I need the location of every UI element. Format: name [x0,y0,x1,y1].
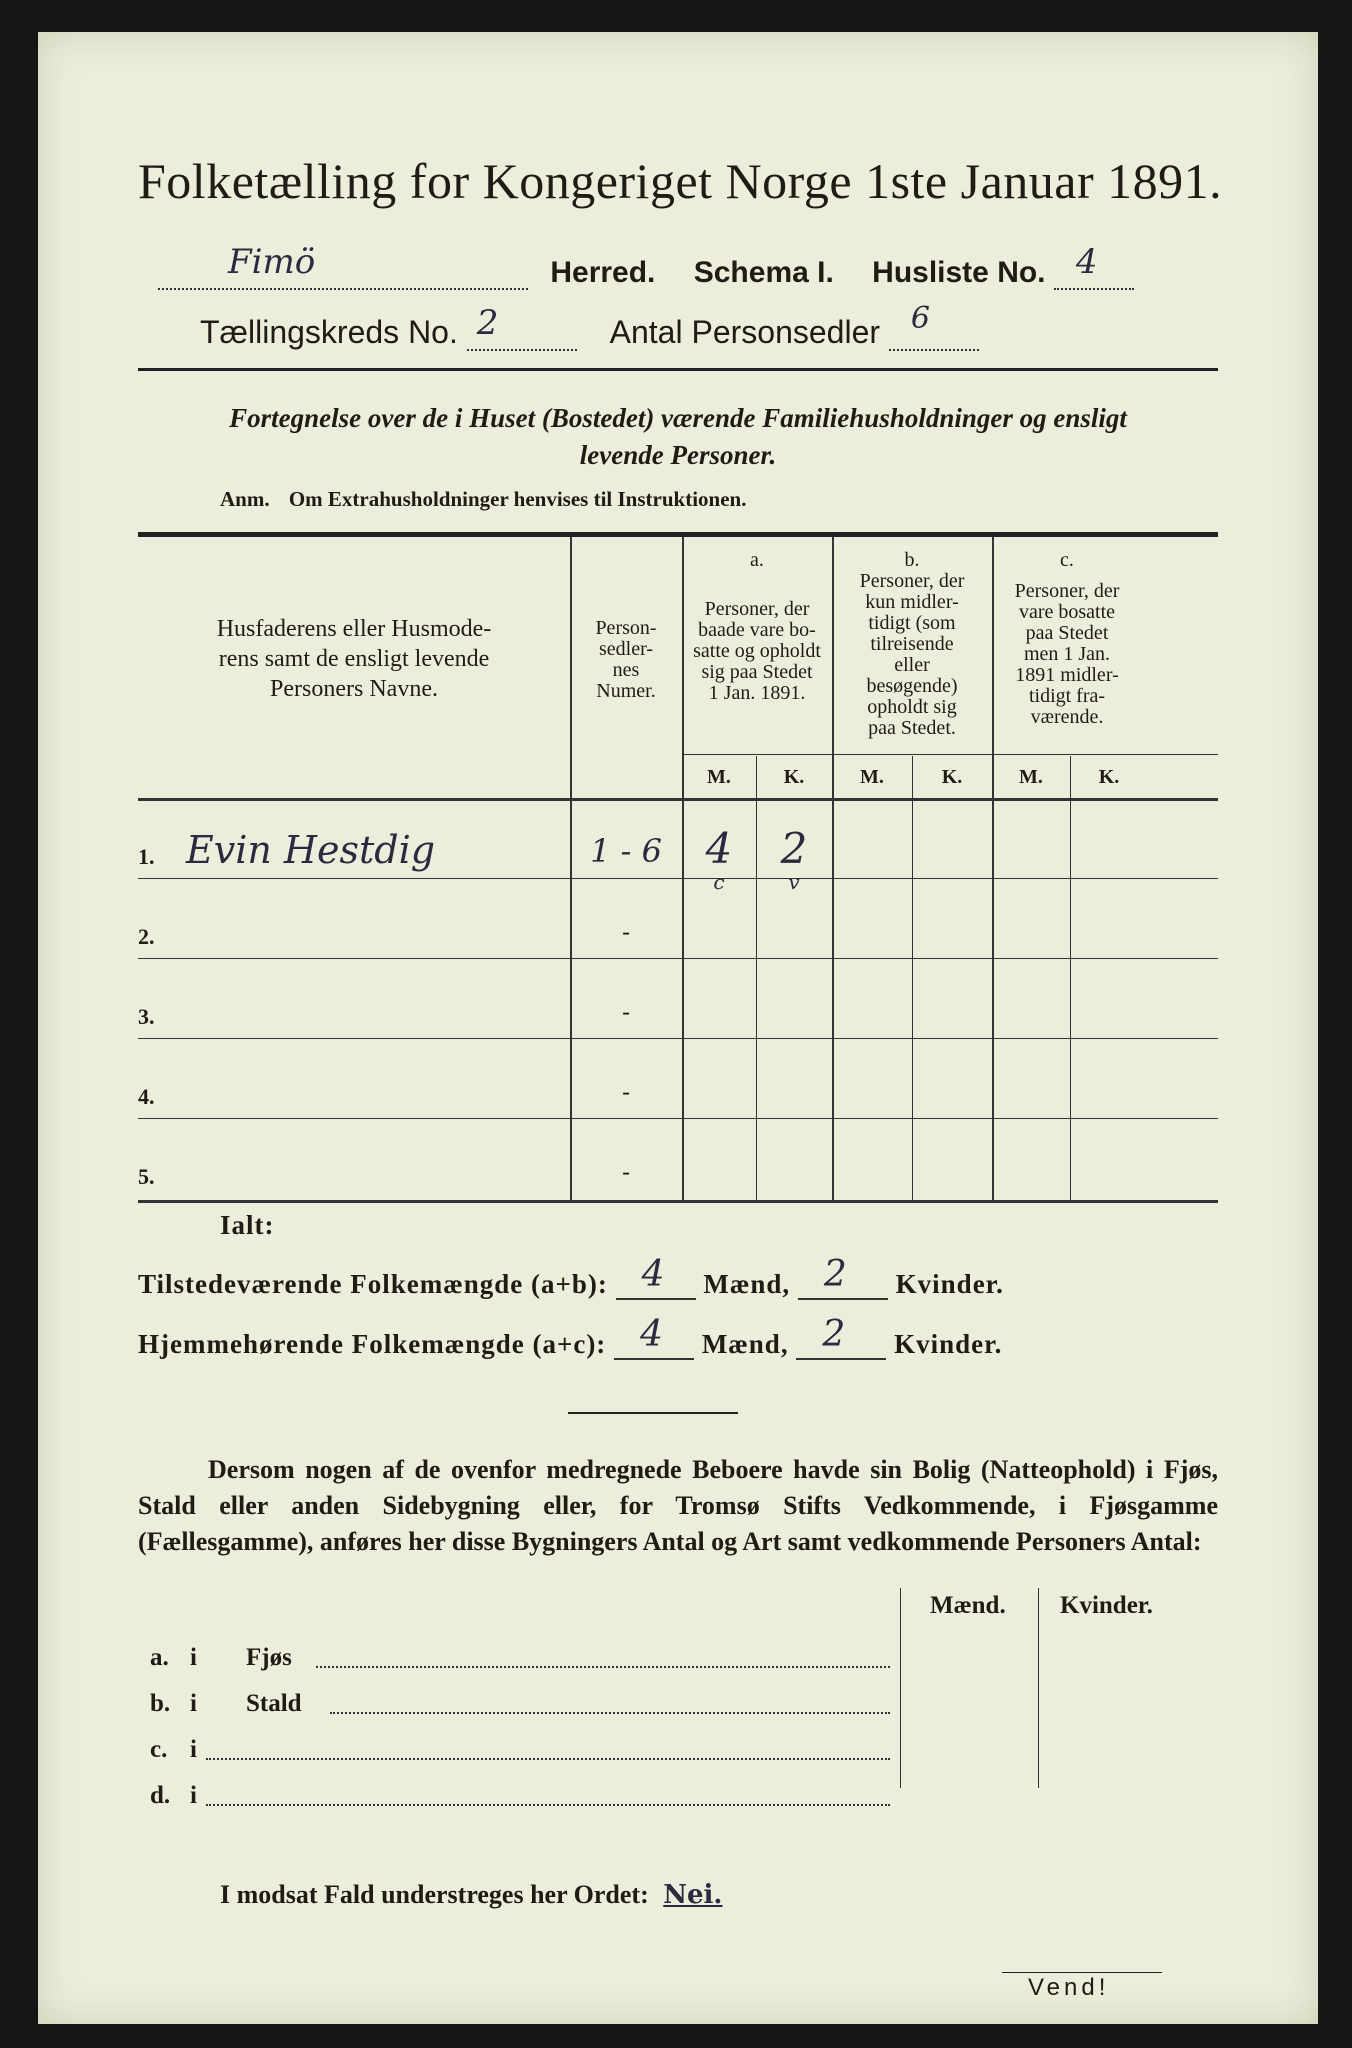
buildings-col-rule [900,1588,901,1788]
row-numer: - [621,918,631,946]
row-name: Evin Hestdig [186,828,436,872]
kreds-label: Tællingskreds No. [200,314,458,350]
buildings-kvinder-header: Kvinder. [1060,1592,1153,1619]
table-row: 3. - [138,992,1218,1038]
husliste-label: Husliste No. [872,256,1046,289]
mk-a-k: K. [783,766,805,788]
row-a-k: 2 [780,824,808,873]
vend-rule [1002,1972,1162,1973]
col-header-b: b. Personer, der kun midler- tidigt (som tilreisende eller besøgende) opholdt sig paa Stedet. [859,549,965,739]
building-item: d. i [150,1782,900,1810]
intro-line-1: Fortegnelse over de i Huset (Bostedet) værende Familiehusholdninger og ensligt [229,403,1127,433]
hjemme-kvinder-value: 2 [822,1314,847,1355]
row-numer: - [621,1078,631,1106]
nei-word: Nei. [663,1880,723,1910]
buildings-col-rule [1038,1588,1039,1788]
vend-label: Vend! [1028,1974,1110,2001]
kreds-line [200,301,1240,351]
household-table [138,532,1218,1212]
building-item: b. i Stald [150,1690,900,1718]
personsedler-label: Antal Personsedler [609,314,881,350]
buildings-paragraph: Dersom nogen af de ovenfor medregnede Beboere havde sin Bolig (Natteophold) i Fjøs, Stald eller anden Sidebygning eller, for Tromsø Stifts Vedkommende, i Fjøsgamme (Fællesgamme), anføres her disse Bygningers Antal og Art samt vedkommende Personers Antal: [138,1455,1218,1556]
tilstede-maend-value: 4 [641,1254,666,1295]
mk-b-k: K. [941,766,963,788]
anm-text: Om Extrahusholdninger henvises til Instruktionen. [288,487,747,511]
row-a-k-check: v [788,870,800,894]
intro-text [138,400,1218,474]
buildings-maend-header: Mænd. [930,1592,1006,1619]
schema-label: Schema I. [693,256,834,289]
personsedler-value: 6 [910,301,930,336]
kreds-value: 2 [476,303,499,343]
mk-a-m: M. [707,766,731,788]
building-item: a. i Fjøs [150,1644,900,1672]
col-header-numer: Person- sedler- nes Numer. [595,617,657,702]
ialt-label: Ialt: [220,1210,275,1240]
divider [568,1412,738,1414]
row-numer: 1 - 6 [590,832,662,870]
mk-c-k: K. [1098,766,1120,788]
intro-line-2: levende Personer. [579,440,777,470]
modsat-line: I modsat Fald understreges her Ordet: Nei. [220,1880,723,1910]
herred-value: Fimö [228,242,316,282]
building-item: c. i [150,1736,900,1764]
kreds-field [467,303,577,351]
hjemme-maend-value: 4 [640,1314,664,1355]
row-numer: - [621,1158,631,1186]
mk-b-m: M. [860,766,884,788]
mk-c-m: M. [1019,766,1043,788]
herred-line [158,242,1238,290]
col-header-a: a. Personer, der baade vare bo- satte og opholdt sig paa Stedet 1 Jan. 1891. [693,549,821,704]
herred-label: Herred. [550,256,656,289]
table-row: 2. - [138,912,1218,958]
col-header-names: Husfaderens eller Husmode- rens samt de ensligt levende Personers Navne. [216,616,492,702]
tilstede-line: Tilstedeværende Folkemængde (a+b): 4 Mænd, 2 Kvinder. [138,1254,1004,1299]
husliste-field [1054,242,1134,290]
anm-label: Anm. [220,487,270,511]
tilstede-kvinder-value: 2 [823,1254,848,1295]
census-form-page [38,32,1318,2024]
form-title: Folketælling for Kongeriget Norge 1ste Januar 1891. [138,153,1223,209]
herred-field [158,242,528,290]
table-row: 1. Evin Hestdig 1 - 6 4 2 c v [138,832,1218,878]
table-row: 4. - [138,1072,1218,1118]
hjemme-line: Hjemmehørende Folkemængde (a+c): 4 Mænd, 2 Kvinder. [138,1314,1003,1359]
husliste-value: 4 [1075,242,1098,282]
table-row: 5. - [138,1152,1218,1198]
personsedler-field [889,301,979,351]
row-a-m-check: c [713,870,725,894]
header-rule [138,368,1218,371]
col-header-c: c. Personer, der vare bosatte paa Stedet men 1 Jan. 1891 midler- tidigt fra- værende. [1014,549,1120,728]
anm-note [220,487,746,512]
row-a-m: 4 [705,824,733,873]
row-numer: - [621,998,631,1026]
